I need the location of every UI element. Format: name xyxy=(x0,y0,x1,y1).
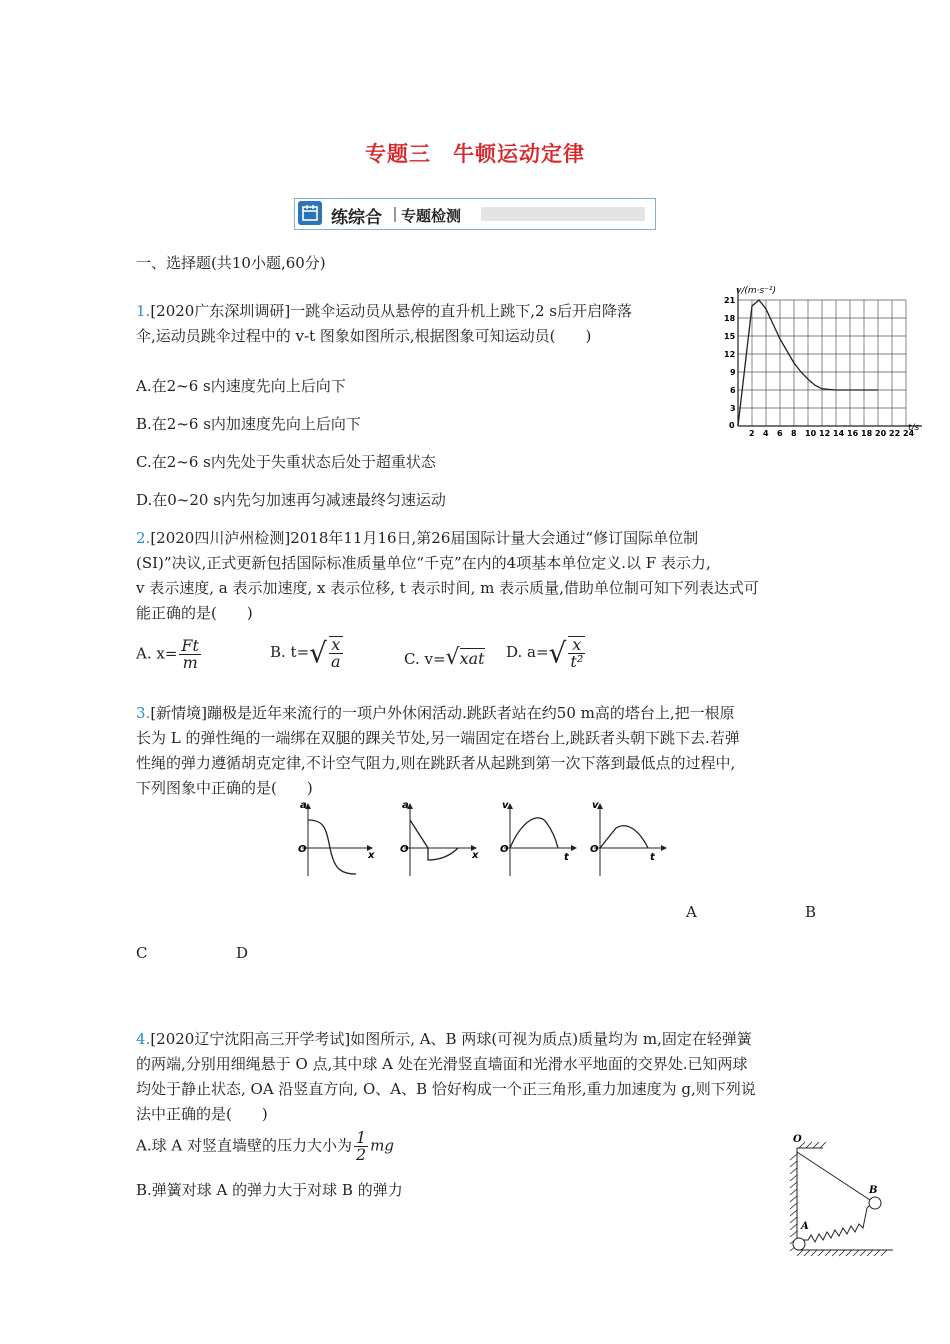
svg-text:O: O xyxy=(400,844,409,855)
q4-line1: 4.[2020辽宁沈阳高三开学考试]如图所示, A、B 两球(可视为质点)质量均为 m,固定在轻弹簧 xyxy=(136,1030,752,1048)
q2-line4: 能正确的是( ) xyxy=(136,604,253,622)
graph-c xyxy=(500,800,576,876)
q3-graphs xyxy=(290,798,670,883)
q4-option-b: B.弹簧对球 A 的弹力大于对球 B 的弹力 xyxy=(136,1181,403,1199)
y-tick-label: 6 xyxy=(730,386,736,395)
q2-option-b: B. t=√ $\frac{x}{a}$ xyxy=(270,635,341,671)
banner-divider xyxy=(394,207,396,222)
q3-line4: 下列图象中正确的是( ) xyxy=(136,779,313,797)
q1-option-b: B.在2~6 s内加速度先向上后向下 xyxy=(136,415,361,433)
q4-number: 4. xyxy=(136,1030,151,1048)
spring xyxy=(803,1206,869,1242)
svg-text:a: a xyxy=(300,800,307,811)
svg-text:t: t xyxy=(650,852,655,863)
ball-b xyxy=(869,1197,881,1209)
x-tick-label: 18 xyxy=(861,429,873,438)
chart-grid xyxy=(738,300,906,426)
x-tick-label: 8 xyxy=(791,429,797,438)
graph-b xyxy=(400,800,479,876)
q3-label-d: D xyxy=(236,944,249,962)
y-tick-label: 3 xyxy=(730,404,736,413)
page-title: 专题三 牛顿运动定律 xyxy=(365,142,585,166)
x-tick-label: 22 xyxy=(889,429,901,438)
q1-vt-chart xyxy=(718,280,928,445)
section-banner xyxy=(294,198,656,230)
q4-line4: 法中正确的是( ) xyxy=(136,1105,268,1123)
banner-fill xyxy=(481,207,645,221)
q2-line2: (SI)”决议,正式更新包括国际标准质量单位“千克”在内的4项基本单位定义.以 F 表示力, xyxy=(136,554,711,572)
q4-diagram xyxy=(775,1130,900,1262)
x-tick-label: 4 xyxy=(763,429,769,438)
x-tick-label: 20 xyxy=(875,429,887,438)
q3-line1: 3.[新情境]蹦极是近年来流行的一项户外休闲活动.跳跃者站在约50 m高的塔台上,把一根原 xyxy=(136,704,735,722)
q3-number: 3. xyxy=(136,704,151,722)
ball-a xyxy=(793,1238,805,1250)
svg-text:B: B xyxy=(869,1185,878,1196)
q2-number: 2. xyxy=(136,529,151,547)
svg-text:x: x xyxy=(368,850,375,861)
q3-label-c: C xyxy=(136,944,148,962)
chart-x-label: t/s xyxy=(908,423,920,433)
x-tick-label: 0 xyxy=(729,421,735,430)
q2-option-a: A. x= $\frac{Ft}{m}$ xyxy=(136,636,199,672)
x-tick-label: 14 xyxy=(833,429,845,438)
chart-y-ticks xyxy=(724,296,736,413)
banner-main: 练综合 xyxy=(331,208,382,228)
q1-line2: 伞,运动员跳伞过程中的 v-t 图象如图所示,根据图象可知运动员( ) xyxy=(136,327,592,345)
q4-line2: 的两端,分别用细绳悬于 O 点,其中球 A 处在光滑竖直墙面和光滑水平地面的交界处.已知两球 xyxy=(136,1055,748,1073)
y-tick-label: 18 xyxy=(724,314,736,323)
svg-text:A: A xyxy=(801,1221,809,1232)
svg-text:O: O xyxy=(298,844,307,855)
x-tick-label: 16 xyxy=(847,429,859,438)
q1-number: 1. xyxy=(136,302,151,320)
x-tick-label: 2 xyxy=(749,429,755,438)
q1-line1: 1.[2020广东深圳调研]一跳伞运动员从悬停的直升机上跳下,2 s后开启降落 xyxy=(136,302,632,320)
svg-text:O: O xyxy=(590,844,599,855)
q3-line2: 长为 L 的弹性绳的一端绑在双腿的踝关节处,另一端固定在塔台上,跳跃者头朝下跳下去.若弹 xyxy=(136,729,740,747)
svg-text:O: O xyxy=(500,844,509,855)
q1-option-a: A.在2~6 s内速度先向上后向下 xyxy=(136,377,346,395)
x-tick-label: 10 xyxy=(805,429,817,438)
q2-option-d: D. a=√ $\frac{x}{\text{t²}}$ xyxy=(506,635,584,671)
q3-label-a: A xyxy=(686,903,697,921)
graph-d xyxy=(590,800,666,876)
y-tick-label: 9 xyxy=(730,368,736,377)
y-tick-label: 15 xyxy=(724,332,736,341)
svg-text:v: v xyxy=(502,800,509,811)
calendar-icon xyxy=(298,201,322,225)
q3-label-b: B xyxy=(805,903,817,921)
svg-text:O: O xyxy=(793,1134,802,1145)
q2-line3: v 表示速度, a 表示加速度, x 表示位移, t 表示时间, m 表示质量,借助单位制可知下列表达式可 xyxy=(136,579,759,597)
string-ob xyxy=(797,1152,873,1202)
y-tick-label: 12 xyxy=(724,350,736,359)
section-heading: 一、选择题(共10小题,60分) xyxy=(136,254,326,272)
banner-sub: 专题检测 xyxy=(401,207,462,225)
q3-line3: 性绳的弹力遵循胡克定律,不计空气阻力,则在跳跃者从起跳到第一次下落到最低点的过程中, xyxy=(136,754,736,772)
x-tick-label: 6 xyxy=(777,429,783,438)
q4-line3: 均处于静止状态, OA 沿竖直方向, O、A、B 恰好构成一个正三角形,重力加速度为 g,则下列说 xyxy=(136,1080,756,1098)
q1-option-d: D.在0~20 s内先匀加速再匀减速最终匀速运动 xyxy=(136,491,446,509)
x-tick-label: 24 xyxy=(903,429,915,438)
chart-y-label: v/(m·s⁻¹) xyxy=(736,286,777,296)
svg-text:a: a xyxy=(402,800,409,811)
q2-option-c: C. v=√xat xyxy=(404,645,485,670)
svg-text:x: x xyxy=(472,850,479,861)
svg-text:v: v xyxy=(592,800,599,811)
svg-text:t: t xyxy=(564,852,569,863)
x-tick-label: 12 xyxy=(819,429,831,438)
graph-a xyxy=(298,800,375,876)
q4-option-a: A.球 A 对竖直墙壁的压力大小为 $\frac{1}{2}$ mg xyxy=(136,1128,394,1164)
q2-line1: 2.[2020四川泸州检测]2018年11月16日,第26届国际计量大会通过“修订国际单位制 xyxy=(136,529,699,547)
y-tick-label: 21 xyxy=(724,296,736,305)
q1-option-c: C.在2~6 s内先处于失重状态后处于超重状态 xyxy=(136,453,436,471)
